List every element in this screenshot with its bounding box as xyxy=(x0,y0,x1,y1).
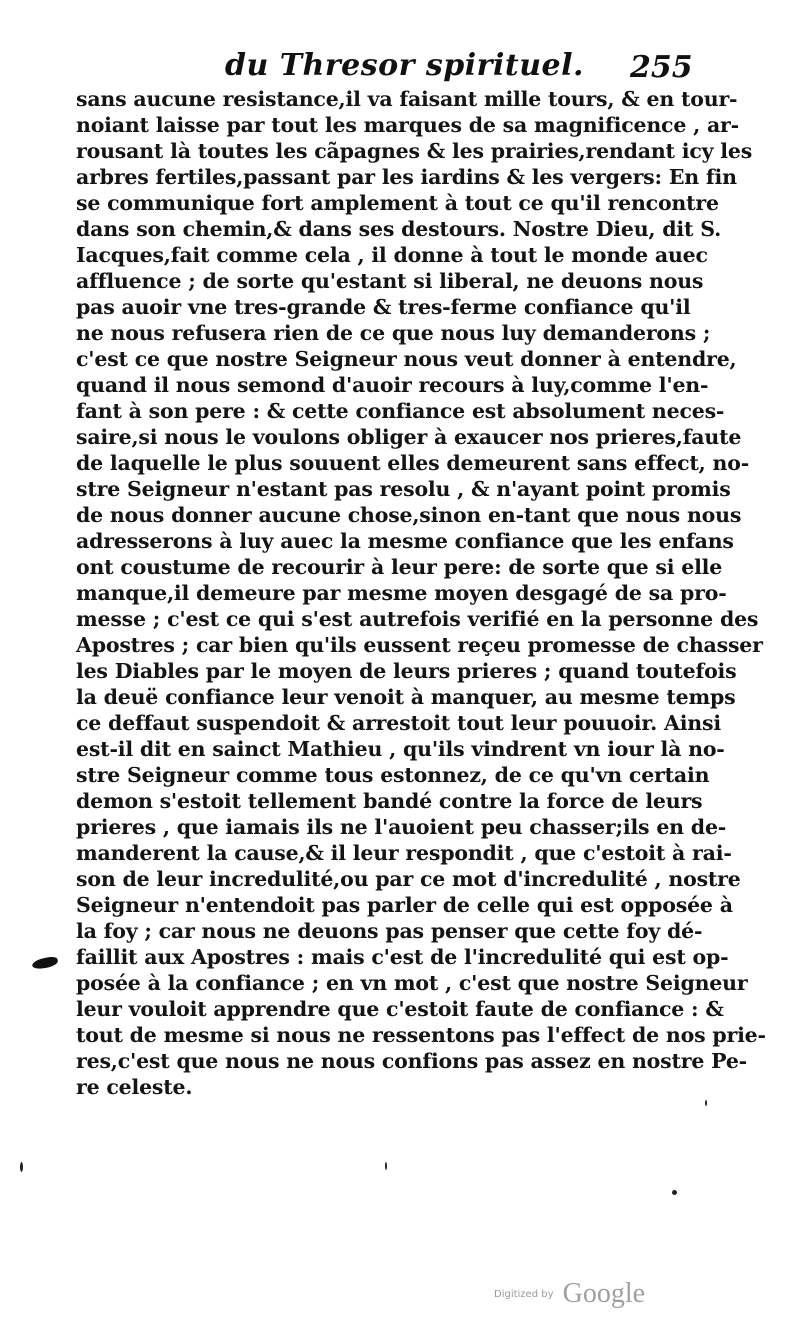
text-line: de nous donner aucune chose,sinon en-tant que nous nous xyxy=(76,503,742,527)
watermark-prefix: Digitized by xyxy=(494,1288,554,1300)
text-line: les Diables par le moyen de leurs prieres ; quand toutefois xyxy=(76,659,737,683)
text-line: pas auoir vne tres-grande & tres-ferme confiance qu'il xyxy=(76,295,691,319)
text-line: manderent la cause,& il leur respondit , que c'estoit à rai- xyxy=(76,841,732,865)
text-line: leur vouloit apprendre que c'estoit faute de confiance : & xyxy=(76,997,724,1021)
text-line: stre Seigneur comme tous estonnez, de ce qu'vn certain xyxy=(76,763,710,787)
text-line: Apostres ; car bien qu'ils eussent reçeu promesse de chasser xyxy=(76,633,763,657)
running-head: du Thresor spirituel. xyxy=(225,48,584,83)
text-line: ont coustume de recourir à leur pere: de sorte que si elle xyxy=(76,555,723,579)
text-line: quand il nous semond d'auoir recours à luy,comme l'en- xyxy=(76,373,709,397)
text-line: son de leur incredulité,ou par ce mot d'incredulité , nostre xyxy=(76,867,741,891)
body-text xyxy=(76,86,766,1100)
text-line: Iacques,fait comme cela , il donne à tout le monde auec xyxy=(76,243,708,267)
text-line: sans aucune resistance,il va faisant mille tours, & en tour- xyxy=(76,87,738,111)
text-line: adresserons à luy auec la mesme confiance que les enfans xyxy=(76,529,734,553)
margin-pointer-mark xyxy=(31,955,59,970)
text-line: est-il dit en sainct Mathieu , qu'ils vindrent vn iour là no- xyxy=(76,737,725,761)
digitized-by-google-watermark xyxy=(494,1278,645,1310)
page-number: 255 xyxy=(630,50,693,85)
text-line: demon s'estoit tellement bandé contre la force de leurs xyxy=(76,789,703,813)
text-line: manque,il demeure par mesme moyen desgagé de sa pro- xyxy=(76,581,727,605)
text-line: saire,si nous le voulons obliger à exaucer nos prieres,faute xyxy=(76,425,742,449)
text-line: posée à la confiance ; en vn mot , c'est que nostre Seigneur xyxy=(76,971,748,995)
ink-speck xyxy=(672,1190,677,1195)
text-line: la deuë confiance leur venoit à manquer, au mesme temps xyxy=(76,685,736,709)
ink-speck xyxy=(385,1162,387,1170)
text-line: Seigneur n'entendoit pas parler de celle qui est opposée à xyxy=(76,893,733,917)
text-line: la foy ; car nous ne deuons pas penser que cette foy dé- xyxy=(76,919,703,943)
google-logo: Google xyxy=(562,1278,646,1309)
text-line: de laquelle le plus souuent elles demeurent sans effect, no- xyxy=(76,451,750,475)
text-line: stre Seigneur n'estant pas resolu , & n'ayant point promis xyxy=(76,477,731,501)
text-line: c'est ce que nostre Seigneur nous veut donner à entendre, xyxy=(76,347,737,371)
text-line: noiant laisse par tout les marques de sa magnificence , ar- xyxy=(76,113,739,137)
text-line: dans son chemin,& dans ses destours. Nostre Dieu, dit S. xyxy=(76,217,722,241)
text-line: affluence ; de sorte qu'estant si liberal, ne deuons nous xyxy=(76,269,704,293)
text-line: res,c'est que nous ne nous confions pas assez en nostre Pe- xyxy=(76,1049,747,1073)
text-line: arbres fertiles,passant par les iardins & les vergers: En fin xyxy=(76,165,737,189)
text-line: se communique fort amplement à tout ce qu'il rencontre xyxy=(76,191,719,215)
text-line: faillit aux Apostres : mais c'est de l'incredulité qui est op- xyxy=(76,945,729,969)
text-line: ce deffaut suspendoit & arrestoit tout leur pouuoir. Ainsi xyxy=(76,711,721,735)
ink-speck xyxy=(705,1100,707,1106)
text-line: re celeste. xyxy=(76,1075,193,1099)
text-line: rousant là toutes les cãpagnes & les prairies,rendant icy les xyxy=(76,139,753,163)
text-line: ne nous refusera rien de ce que nous luy demanderons ; xyxy=(76,321,711,345)
ink-speck xyxy=(20,1162,23,1172)
text-line: fant à son pere : & cette confiance est absolument neces- xyxy=(76,399,725,423)
text-line: prieres , que iamais ils ne l'auoient peu chasser;ils en de- xyxy=(76,815,727,839)
text-line: tout de mesme si nous ne ressentons pas l'effect de nos prie- xyxy=(76,1023,766,1047)
text-line: messe ; c'est ce qui s'est autrefois verifié en la personne des xyxy=(76,607,759,631)
